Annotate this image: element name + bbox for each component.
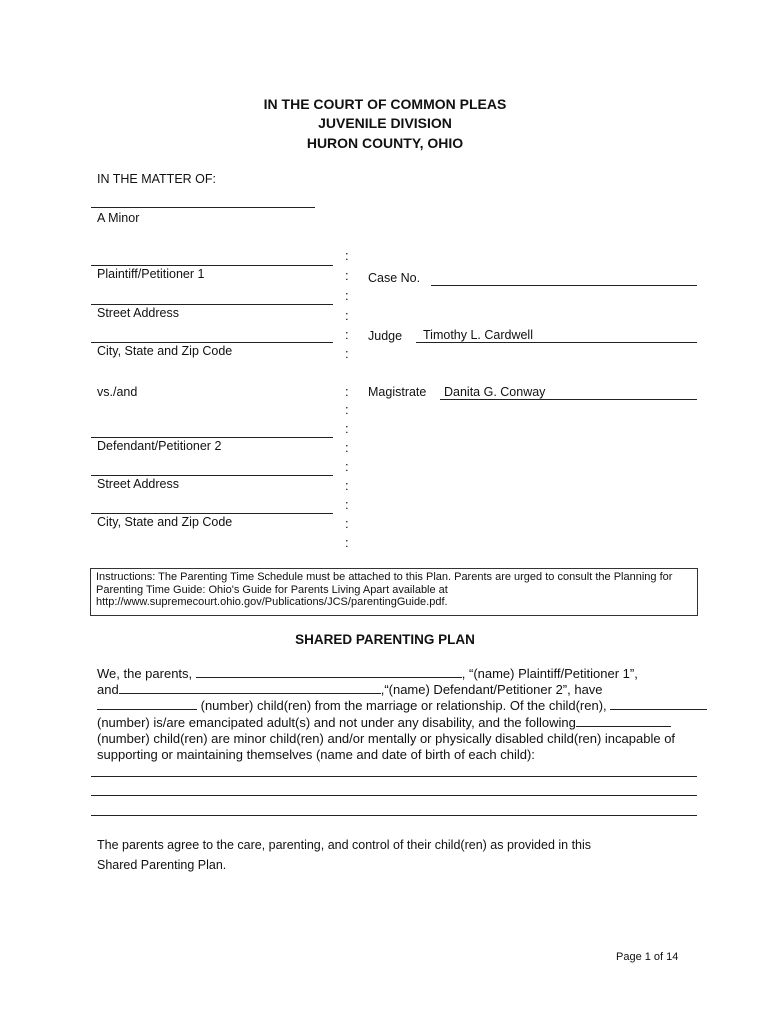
parents-paragraph <box>97 666 677 763</box>
plaintiff-label: Plaintiff/Petitioner 1 <box>97 267 205 281</box>
defendant-label: Defendant/Petitioner 2 <box>97 439 222 453</box>
caption-colon: : <box>345 516 349 531</box>
caption-colon: : <box>345 346 349 361</box>
paragraph-text: We, the parents, <box>97 666 196 681</box>
defendant-name-line[interactable] <box>91 437 333 438</box>
matter-of-label: IN THE MATTER OF: <box>97 172 216 186</box>
magistrate-field[interactable]: Danita G. Conway <box>440 385 697 400</box>
magistrate-label: Magistrate <box>368 385 427 399</box>
paragraph-text: (number) is/are emancipated adult(s) and not under any disability, and the following <box>97 714 576 730</box>
caption-colon: : <box>345 308 349 323</box>
child-entry-line[interactable] <box>91 776 697 777</box>
paragraph-text: (number) child(ren) are minor child(ren) and/or mentally or physically disabled child(ren) incapable of <box>97 730 676 746</box>
caption-colon: : <box>345 421 349 436</box>
minor-label: A Minor <box>97 211 140 225</box>
agreement-text-line1: The parents agree to the care, parenting, and control of their child(ren) as provided in this <box>97 838 592 852</box>
county-title: HURON COUNTY, OHIO <box>306 135 464 151</box>
paragraph-text: , “(name) Plaintiff/Petitioner 1”, <box>461 666 638 681</box>
judge-label: Judge <box>368 329 403 343</box>
caption-colon: : <box>345 535 349 550</box>
caption-colon: : <box>345 402 349 417</box>
instructions-box: Instructions: The Parenting Time Schedule must be attached to this Plan. Parents are urged to consult the Planning for Parenting Time Guide: Ohio's Guide for Parents Living Apart available at http://www.supremecourt.ohio.gov/Publications/JCS/parentingGuide.pdf. <box>90 568 698 616</box>
parent1-name-blank[interactable] <box>196 666 462 678</box>
minor-name-line[interactable] <box>91 207 315 208</box>
parent2-name-blank[interactable] <box>119 682 381 694</box>
caption-colon: : <box>345 327 349 342</box>
defendant-street-label: Street Address <box>97 477 179 491</box>
case-number-field[interactable] <box>431 270 697 286</box>
caption-colon: : <box>345 268 349 283</box>
number-minor-blank[interactable] <box>576 715 671 727</box>
defendant-city-label: City, State and Zip Code <box>97 515 233 529</box>
defendant-city-line[interactable] <box>91 513 333 514</box>
number-emancipated-blank[interactable] <box>610 698 707 710</box>
caption-colon: : <box>345 248 349 263</box>
defendant-street-line[interactable] <box>91 475 333 476</box>
plaintiff-street-line[interactable] <box>91 304 333 305</box>
court-title: IN THE COURT OF COMMON PLEAS <box>263 96 507 112</box>
plaintiff-name-line[interactable] <box>91 265 333 266</box>
child-entry-line[interactable] <box>91 815 697 816</box>
division-title: JUVENILE DIVISION <box>318 115 452 131</box>
caption-colon: : <box>345 384 349 399</box>
paragraph-text: ,“(name) Defendant/Petitioner 2”, have <box>380 682 603 698</box>
plan-title: SHARED PARENTING PLAN <box>295 632 475 647</box>
child-entry-line[interactable] <box>91 795 697 796</box>
versus-label: vs./and <box>97 385 138 399</box>
number-children-blank[interactable] <box>97 698 197 710</box>
plaintiff-city-line[interactable] <box>91 342 333 343</box>
caption-colon: : <box>345 478 349 493</box>
caption-colon: : <box>345 497 349 512</box>
caption-colon: : <box>345 459 349 474</box>
judge-field[interactable]: Timothy L. Cardwell <box>416 328 697 343</box>
plaintiff-city-label: City, State and Zip Code <box>97 344 233 358</box>
case-number-label: Case No. <box>368 271 421 285</box>
plaintiff-street-label: Street Address <box>97 306 179 320</box>
agreement-text-line2: Shared Parenting Plan. <box>97 858 227 872</box>
caption-colon: : <box>345 288 349 303</box>
paragraph-text: supporting or maintaining themselves (name and date of birth of each child): <box>97 747 535 763</box>
caption-colon: : <box>345 440 349 455</box>
page-number: Page 1 of 14 <box>616 951 679 963</box>
paragraph-text: (number) child(ren) from the marriage or relationship. Of the child(ren), <box>197 698 611 714</box>
paragraph-text: and <box>97 682 119 698</box>
